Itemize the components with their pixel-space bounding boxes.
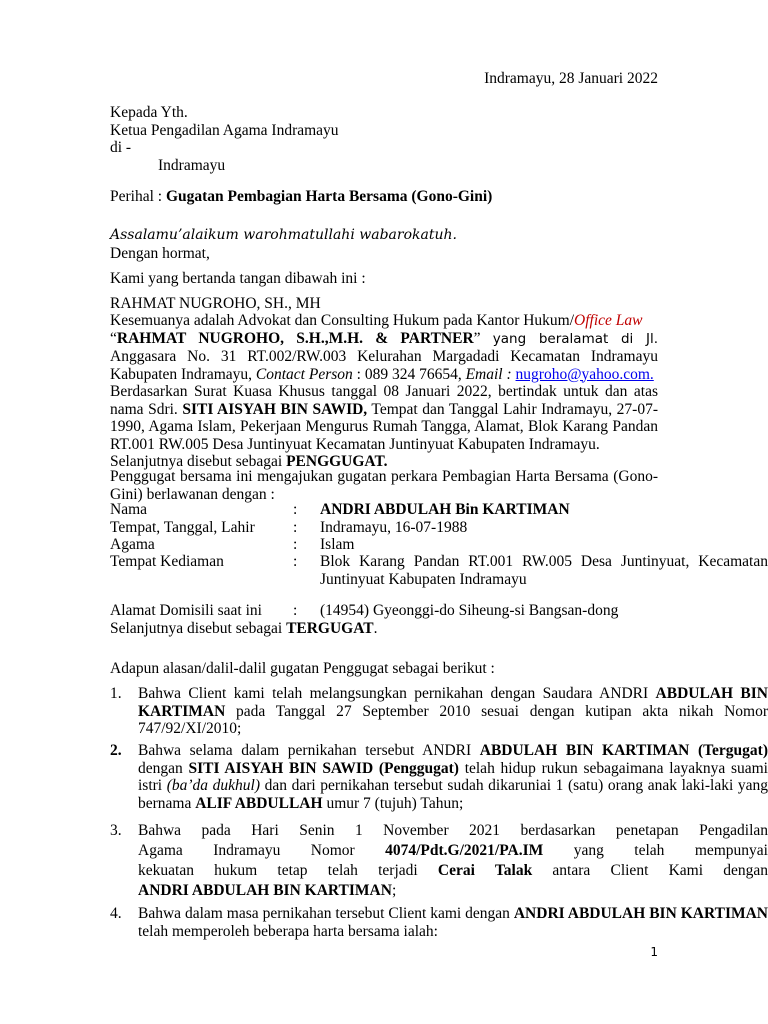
reasons-intro: Adapun alasan/dalil-dalil gugatan Penggugat sebagai berikut :	[110, 660, 495, 677]
addressee-block	[110, 104, 510, 174]
subject-label: Perihal :	[110, 188, 166, 205]
lawyer-name: RAHMAT NUGROHO, SH., MH	[110, 295, 321, 312]
defendant-row: Tempat Kediaman : Blok Karang Pandan RT.001 RW.005 Desa Juntinyuat, Kecamatan Juntinyuat Kabupaten Indramayu	[110, 553, 768, 588]
addressee-line: Ketua Pengadilan Agama Indramayu	[110, 121, 339, 139]
defendant-role: TERGUGAT	[286, 620, 374, 637]
defendant-row: Alamat Domisili saat ini : (14954) Gyeonggi-do Siheung-si Bangsan-dong	[110, 602, 619, 619]
addressee-line: Kepada Yth.	[110, 104, 188, 121]
addressee-line: Indramayu	[158, 156, 226, 174]
defendant-row: Agama : Islam	[110, 536, 355, 553]
page-number: 1	[650, 945, 658, 959]
intro-line: Kami yang bertanda tangan dibawah ini :	[110, 270, 366, 287]
salutation: Dengan hormat,	[110, 245, 210, 262]
defendant-row: Tempat, Tanggal, Lahir : Indramayu, 16-07-1988	[110, 519, 468, 536]
client-name: SITI AISYAH BIN SAWID,	[182, 400, 368, 418]
lawyer-paragraph: Kesemuanya adalah Advokat dan Consulting Hukum pada Kantor Hukum/Office Law “RAHMAT NUGROHO, S.H.,M.H. & PARTNER” yang beralamat di Jl. Anggasara No. 31 RT.002/RW.003 Kelurahan Margadadi Kecamatan Indramayu Kabupaten Indramayu, Contact Person : 089 324 76654, Email : nugroho@yahoo.com. Berdasarkan Surat Kuasa Khusus tanggal 08 Januari 2022, bertindak untuk dan atas nama Sdri. SITI AISYAH BIN SAWID, Tempat dan Tanggal Lahir Indramayu, 27-07-1990, Agama Islam, Pekerjaan Mengurus Rumah Tangga, Alamat, Blok Karang Pandan RT.001 RW.005 Desa Juntinyuat Kecamatan Juntinyuat Kabupaten Indramayu. Selanjutnya disebut sebagai PENGGUGAT.	[110, 312, 658, 470]
letter-date: Indramayu, 28 Januari 2022	[484, 70, 658, 87]
office-law-label: Office Law	[574, 312, 643, 329]
greeting: Assalamu’alaikum warohmatullahi wabarokatuh.	[110, 227, 457, 243]
plaintiff-role: PENGGUGAT.	[286, 453, 388, 470]
addressee-line: di -	[110, 139, 132, 156]
defendant-row: Nama : ANDRI ABDULAH Bin KARTIMAN	[110, 501, 570, 518]
defendant-intro: Penggugat bersama ini mengajukan gugatan perkara Pembagian Harta Bersama (Gono-Gini) berlawanan dengan :	[110, 468, 658, 503]
subject-line	[110, 188, 492, 206]
firm-name: RAHMAT NUGROHO, S.H.,M.H. & PARTNER	[116, 329, 474, 347]
subject-text: Gugatan Pembagian Harta Bersama (Gono-Gini)	[165, 188, 493, 205]
defendant-outro: Selanjutnya disebut sebagai TERGUGAT.	[110, 620, 378, 637]
email-link[interactable]: nugroho@yahoo.com.	[515, 365, 654, 383]
power-of-attorney-text: Berdasarkan Surat Kuasa Khusus tanggal 08 Januari 2022, bertindak untuk dan atas nama Sdri. SITI AISYAH BIN SAWID, Tempat dan Tanggal Lahir Indramayu, 27-07-1990, Agama Islam, Pekerjaan Mengurus Rumah Tangga, Alamat, Blok Karang Pandan RT.001 RW.005 Desa Juntinyuat Kecamatan Juntinyuat Kabupaten Indramayu.	[110, 383, 658, 453]
